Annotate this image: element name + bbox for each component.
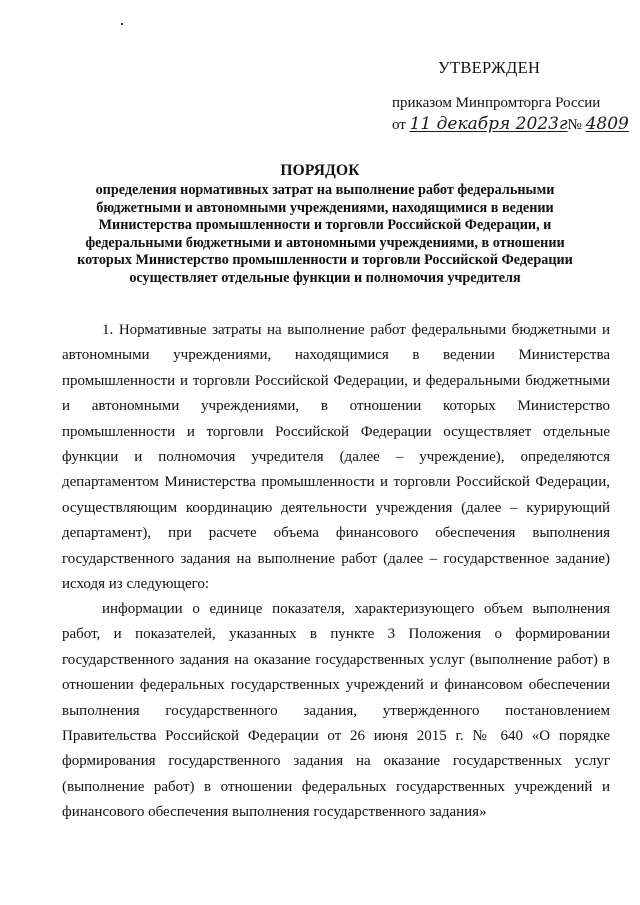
order-date-line xyxy=(392,114,629,134)
paragraph-2: информации о единице показателя, характеризующего объем выполнения работ, и показателей, указанных в пункте 3 Положения о формировании государственного задания на оказание государственных услуг (выполнение работ) в отношении федеральных государственных учреждений и финансовом обеспечении выполнения государственного задания, утвержденного постановлением Правительства Российской Федерации от 26 июня 2015 г. № 640 «О порядке формирования государственного задания на оказание государственных услуг (выполнение работ) в отношении федеральных государственных учреждений и финансового обеспечения выполнения государственного задания» xyxy=(62,601,610,821)
document-title: ПОРЯДОК xyxy=(280,162,360,179)
date-prefix: от xyxy=(392,117,406,133)
document-subtitle: определения нормативных затрат на выполнение работ федеральными бюджетными и автономными учреждениями, находящимися в ведении Министерства промышленности и торговли Российской Федерации, и федеральными бюджетными и автономными учреждениями, в отношении которых Министерство промышленности и торговли Российской Федерации осуществляет отдельные функции и полномочия учредителя xyxy=(77,182,573,286)
handwritten-order-number: 4809 xyxy=(585,114,629,134)
scan-mark xyxy=(121,23,123,25)
handwritten-date: 11 декабря 2023г xyxy=(409,114,568,134)
order-reference: приказом Минпромторга России xyxy=(392,95,601,111)
number-sign: № xyxy=(567,117,582,133)
paragraph-1: 1. Нормативные затраты на выполнение работ федеральными бюджетными и автономными учреждениями, находящимися в ведении Министерства промышленности и торговли Российской Федерации, и федеральными бюджетными и автономными учреждениями, в отношении которых Министерство промышленности и торговли Российской Федерации осуществляет отдельные функции и полномочия учредителя (далее – учреждение), определяются департаментом Министерства промышленности и торговли Российской Федерации, осуществляющим координацию деятельности учреждения (далее – курирующий департамент), при расчете объема финансового обеспечения выполнения государственного задания на выполнение работ (далее – государственное задание) исходя из следующего: xyxy=(62,322,610,593)
approval-stamp-heading: УТВЕРЖДЕН xyxy=(438,58,541,77)
